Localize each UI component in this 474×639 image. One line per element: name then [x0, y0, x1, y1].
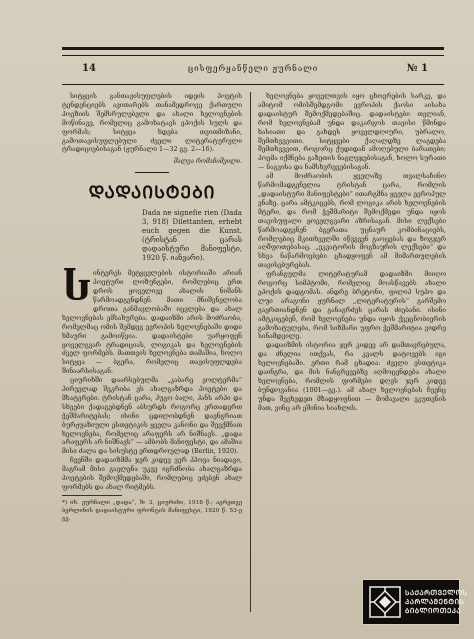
top-double-rule-thick	[62, 47, 444, 50]
watermark-line-1: ᲡᲐᲥᲐᲠᲗᲕᲔᲚᲝᲡ	[405, 589, 468, 597]
footnote-rule	[62, 495, 122, 496]
right-paragraph-2: ამ მოძრაობის ყველაზე თვალსაჩინო წარმომადგენელია ტრისტან ცარა, რომლის „დადაისტური მანიფესტები“ ითარგმნა ყველა ევროპულ ენაზე. ცარა ამტკიცებს, რომ ლოგიკა არის ხელოვნების მტერი, და რომ ჭეშმარიტი შემოქმედი უნდა იყოს თავისუფალი ყოველგვარი აზრისაგან. მისი ლექსები წარმოადგენენ ბგერათა უცნაურ კომბინაციებს, რომლებიც მკითხველში იწვევენ გაოცებას და ზოგჯერ აღშფოთებასაც. „ეკვატორის მოგზაურის ლექსები“ და სხვა ნაწარმოებები ცხადყოფენ ამ მიმართულების თავისებურებას.	[258, 172, 446, 270]
section-divider	[135, 172, 169, 173]
watermark-line-3: ᲑᲘᲑᲚᲘᲝᲗᲔᲙᲐ	[405, 607, 462, 615]
watermark-text	[405, 589, 467, 616]
library-logo-icon	[369, 586, 401, 618]
body-paragraph-1: ინტერეს მეტყველების ისტორიაში არიან პოეტური ლოზუნგები, რომლებიც ერთ დროს ყოველივე ახალის ნიშანს წარმოადგენდნენ. მათი მნიშვნელობა დროთა განმავლობაში იცვლება და ახალ ხელოვნებას ემსახურება. დადაიზმი არის მოძრაობა, რომელმაც ომის შემდეგ ევროპის ხელოვნებაში დიდი ხმაური გამოიწვია. დადაისტები უარყოფენ ყოველგვარ ტრადიციას, ლოგიკას და ხელოვნების ძველ ფორმებს. მათთვის ხელოვნება თამაშია, ხოლო სიტყვა — ბგერა, რომელიც თავისუფლდება შინაარსისაგან.	[62, 269, 242, 376]
left-column	[62, 92, 242, 523]
footnote: *) იხ. ჟურნალი „დადა“, № 3, ციურიხი, 1918 წ.; აგრეთვე ბერლინის დადაისტური ფრონტის მანიფესტი, 1920 წ. 53-ე გვ.	[62, 499, 242, 522]
article-body	[62, 264, 242, 492]
right-paragraph-1: ხელოვნება ყოველთვის იყო ცხოვრების სარკე, და ამიტომ ომისშემდგომი ევროპის ქაოსი აისახა დადაისტურ შემოქმედებაშიც. დადაისტები თვლიან, რომ ხელოვნებამ უნდა დაკარგოს თავისი წმინდა ხასიათი და გახდეს ყოველდღიური, უბრალო, შემთხვევითი. სიტყვები ქაღალდზე ლაგდება შემთხვევით, როგორც ქუდიდან ამოღებული ბარათები; პოემა იქმნება გაზეთის ნაგლეჯებისაგან, ხოლო სურათი — ნაგვისა და ნამსხვრევებისაგან.	[258, 92, 446, 172]
header-rule	[62, 84, 444, 85]
column-divider	[250, 92, 251, 612]
issue-number: № 1	[406, 63, 428, 74]
journal-title: ცისფერყანწელი ჟურნალი	[187, 64, 319, 73]
article-title: ᲓᲐᲓᲐᲘᲡᲢᲔᲑᲘ	[88, 183, 216, 204]
intro-signature: შალვა რომანიშვილი.	[173, 158, 242, 166]
body-paragraph-3: ჩვენში დადაიზმმა ჯერ კიდევ ვერ ჰპოვა ნიადაგი, მაგრამ მისი გავლენა უკვე იგრძნობა ახალგაზრდა პოეტების შემოქმედებაში, რომლებიც ეძებენ ახალ ფორმებს და ახალ რიტმებს.	[62, 456, 242, 491]
page-number: 14	[82, 63, 96, 74]
drop-cap: Ⴑ	[62, 264, 93, 310]
running-header	[62, 63, 444, 79]
right-paragraph-4: დადაიზმის ისტორია ჯერ კიდევ არ დამთავრებულა, და ძნელია ითქვას, რა კვალს დატოვებს იგი ხელოვნებაში. ერთი რამ ცხადია: ძველი ესთეტიკა დაინგრა, და მის ნანგრევებზე აღმოცენდება ახალი ხელოვნება, რომლის ფორმები დღეს ჯერ კიდევ ბუნდოვანია (1001—გვ.). ამ ახალ ხელოვნებას ჩვენც უნდა შევხვდეთ მზადყოფნით — მომავალი ეკუთვნის მათ, ვინც არ ეშინია სიახლის.	[258, 341, 446, 412]
top-double-rule-thin	[62, 55, 444, 56]
epigraph: Dada ne signefie rien (Dada 3, 918) Dilettanten, erhebt euch gegen die Kunst. (ტრისტან ცარას დადაისტური მანიფესტი, 1920 წ. იანვარი).	[142, 209, 242, 263]
right-column	[258, 92, 446, 413]
library-watermark	[362, 579, 468, 625]
intro-paragraph: სიტყვის განთავისუფლების იდეის პოეტის ტენდენციებს ავითარებს თანამედროვე ქართული პოეზიის შემსრულებელი და ახალი ხელოვნების მოწინავე, რომელიც გამოხატავს ეპოქის სულს და ფორმას; სიტყვა ხდება თვითმიზანი, გამოთავისუფლებული ძველი ლიტერატურული ტრადიციებისაგან (ჟურნალი 1—32 გვ. 2—16).	[62, 92, 242, 154]
body-paragraph-2: ციურიხში დაარსებულმა „კაბარე ვოლტერმა“ პირველად შეკრიბა ეს ახალგაზრდა პოეტები და მხატვრები. ტრისტან ცარა, ჰუგო ბალი, ჰანს არპი და სხვები ქადაგებდნენ აბსურდს როგორც ერთადერთ ჭეშმარიტებას; ისინი ცდილობდნენ დაენგრიათ ბურჟუაზიული ესთეტიკის ყველა კანონი და შეექმნათ ხელოვნება, რომელიც არაფერს არ ნიშნავს. „დადა არაფერს არ ნიშნავს“ — ამბობს მანიფესტი, და ამაშია მისი ძალა და სისუსტე ერთდროულად (Berlin, 1920).	[62, 376, 242, 456]
watermark-line-2: ᲞᲐᲠᲚᲐᲛᲔᲜᲢᲘᲡ	[405, 598, 465, 606]
right-paragraph-3: ფრანგულმა ლიტერატურამ დადაიზმი მიიღო როგორც სიმპტომი, რომელიც მოასწავებს ახალი ეპოქის დადგომას. ანდრე ბრეტონი, ფილიპ სუპო და ლუი არაგონი ჟურნალ „ლიტერატურის“ გარშემო გაერთიანდნენ და განაგრძეს ცარას ძიებანი. ისინი ამტკიცებენ, რომ ხელოვნება უნდა იყოს ქვეცნობიერის გამოხატულება, რომ სიზმარი უფრო ჭეშმარიტია ვიდრე სინამდვილე.	[258, 270, 446, 341]
